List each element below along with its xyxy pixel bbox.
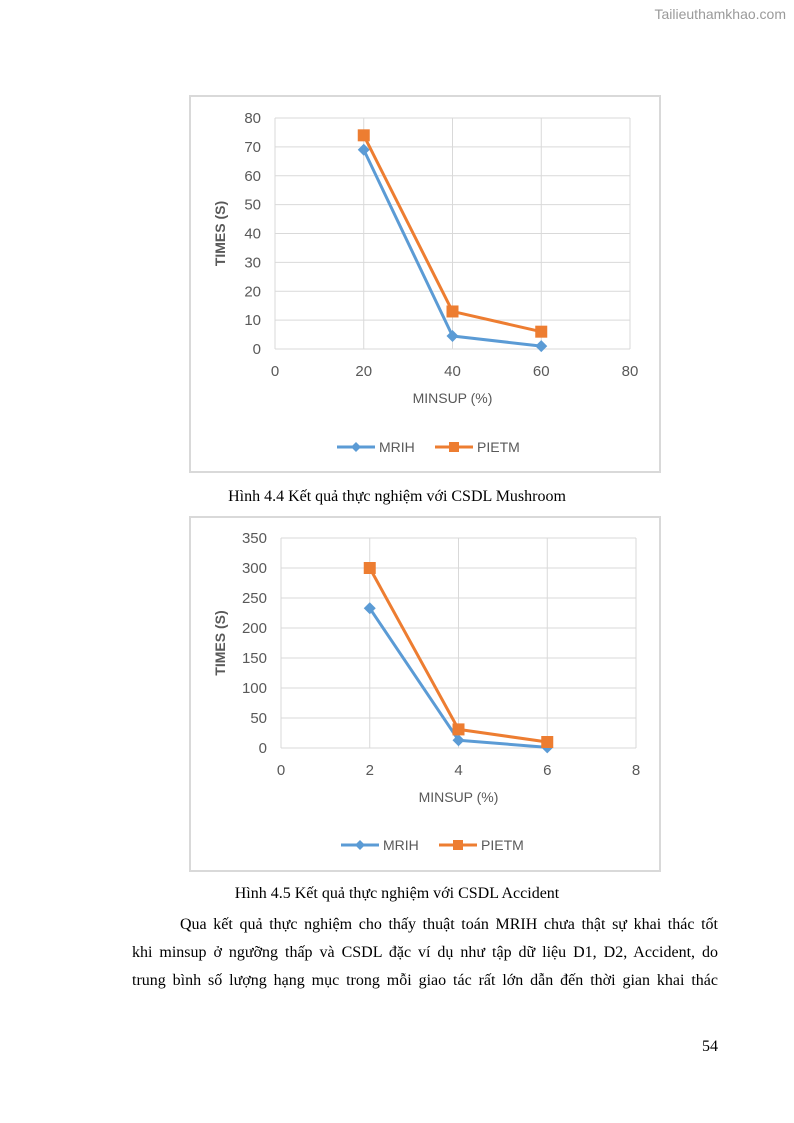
x-tick-label: 0: [270, 363, 280, 380]
y-tick-label: 70: [244, 138, 261, 156]
chart-accident: [189, 516, 661, 872]
x-tick-label: 8: [631, 762, 641, 779]
watermark: Tailieuthamkhao.com: [654, 6, 786, 22]
figure-caption: Hình 4.5 Kết quả thực nghiệm với CSDL Accident: [234, 885, 560, 902]
legend-label: PIETM: [481, 837, 524, 853]
data-point-mrih: [535, 340, 547, 352]
legend-marker: [453, 840, 463, 850]
y-tick-label: 40: [244, 225, 261, 243]
y-tick-label: 100: [241, 680, 267, 697]
paragraph-line: Qua kết quả thực nghiệm cho thấy thuật toán MRIH chưa thật sự khai thác tốt: [180, 916, 718, 933]
y-tick-label: 0: [258, 740, 267, 757]
x-tick-label: 80: [621, 363, 639, 380]
data-point-pietm: [453, 723, 465, 735]
legend-marker: [351, 442, 361, 452]
y-tick-label: 20: [244, 283, 261, 301]
y-tick-label: 10: [244, 312, 261, 330]
figure-caption: Hình 4.4 Kết quả thực nghiệm với CSDL Mushroom: [228, 488, 566, 505]
paragraph-line: trung bình số lượng hạng mục trong mỗi giao tác rất lớn dẫn đến thời gian khai thác: [132, 972, 718, 989]
legend-marker: [355, 840, 365, 850]
chart-mushroom: [189, 95, 661, 473]
data-point-pietm: [358, 129, 370, 141]
legend-label: MRIH: [379, 439, 415, 455]
data-point-pietm: [541, 736, 553, 748]
x-tick-label: 40: [444, 363, 461, 380]
y-tick-label: 250: [241, 590, 267, 607]
y-tick-label: 60: [244, 167, 261, 185]
y-axis-title: TIMES (S): [212, 610, 228, 676]
x-tick-label: 6: [543, 762, 552, 779]
y-tick-label: 50: [250, 710, 267, 727]
paragraph-line: khi minsup ở ngưỡng thấp và CSDL đặc ví dụ như tập dữ liệu D1, D2, Accident, do: [132, 944, 718, 961]
x-tick-label: 2: [365, 762, 374, 779]
y-tick-label: 0: [252, 341, 261, 358]
x-tick-label: 4: [454, 762, 463, 779]
data-point-pietm: [364, 562, 376, 574]
data-point-pietm: [447, 305, 459, 317]
x-tick-label: 0: [276, 762, 286, 779]
x-tick-label: 20: [355, 363, 373, 380]
y-tick-label: 200: [241, 620, 267, 637]
y-tick-label: 50: [244, 196, 261, 214]
x-tick-label: 60: [532, 363, 550, 380]
data-point-pietm: [535, 326, 547, 338]
data-point-mrih: [447, 330, 459, 342]
chart-mushroom-svg: [191, 97, 659, 471]
y-tick-label: 350: [241, 530, 267, 547]
legend-marker: [449, 442, 459, 452]
y-tick-label: 300: [241, 560, 267, 577]
body-paragraph: [132, 911, 718, 995]
page-number: 54: [702, 1038, 718, 1055]
y-tick-label: 30: [244, 254, 261, 272]
y-tick-label: 150: [241, 650, 267, 667]
x-axis-title: MINSUP (%): [412, 390, 493, 406]
chart-accident-svg: [191, 518, 659, 870]
legend-label: MRIH: [383, 837, 419, 853]
x-axis-title: MINSUP (%): [418, 789, 499, 805]
y-axis-title: TIMES (S): [212, 200, 228, 267]
y-tick-label: 80: [244, 110, 261, 127]
legend-label: PIETM: [477, 439, 520, 455]
